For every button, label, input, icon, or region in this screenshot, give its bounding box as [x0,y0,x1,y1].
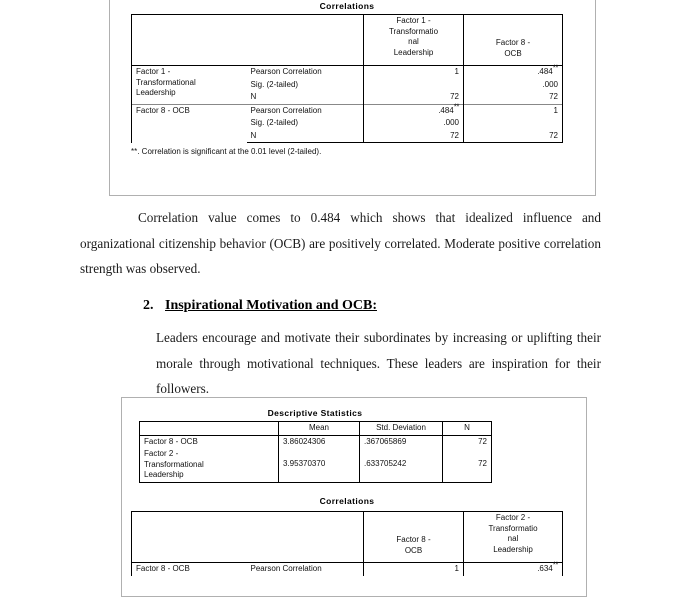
table-row [140,448,492,482]
header-line-2: OCB [504,48,522,58]
heading-inspirational-motivation [143,298,583,314]
table-title-correlations-2: Correlations [319,496,375,506]
stat-value-col2: .484** [464,66,563,79]
header-cell-blank-2 [247,512,364,563]
spss-output-frame-descriptive-2 [121,397,587,597]
cell-std-deviation: .367065869 [360,435,443,448]
significance-star: ** [552,560,558,570]
header-line-2: OCB [404,545,423,555]
row-label-factor8: Factor 8 - OCB [132,563,247,576]
table-title-descriptive: Descriptive Statistics [267,408,363,418]
header-line-1: Factor 1 - [396,16,431,25]
table-header-row [132,15,563,66]
header-line-3: nal [507,534,519,543]
stat-value-col2 [464,117,563,130]
stat-value-col2: .634** [464,563,563,576]
cell-mean: 3.86024306 [279,435,360,448]
stat-name: Sig. (2-tailed) [250,79,299,89]
header-line-1: Factor 8 - [396,535,431,544]
header-line-3: nal [408,37,419,46]
stat-value-col1: .000 [364,117,464,130]
table-descriptive-statistics [139,421,492,483]
header-cell-factor8 [464,15,563,66]
table-header-row [140,422,492,436]
significance-star: ** [453,101,459,111]
table-correlations-1 [131,14,563,143]
header-cell-factor8 [364,512,464,563]
table-header-row [132,512,563,563]
row-label-factor8 [140,435,279,448]
table-row [132,563,563,576]
table-row [140,435,492,448]
header-cell-blank-1 [132,15,247,66]
header-cell-n: N [443,422,492,436]
row-label-line-3: Leadership [144,470,184,479]
significance-star: ** [552,63,558,73]
list-number: 2. [143,298,154,313]
row-label-line-3: Leadership [136,88,176,97]
cell-std-deviation: .633705242 [360,448,443,482]
stat-value-col1: 72 [364,91,464,104]
header-cell-factor1 [364,15,464,66]
header-line-1: Factor 8 - [495,38,531,47]
header-line-2: Transformatio [388,26,439,36]
row-label-line-1: Factor 1 - [136,67,171,76]
header-cell-std-deviation: Std. Deviation [360,422,443,436]
row-label-line-1: Factor 8 - OCB [144,436,198,446]
row-label-line-2: Transformational [136,77,196,87]
paragraph-correlation-result: Correlation value comes to 0.484 which shows that idealized influence and organizational citizenship behavior (OCB) are positively correlated. Moderate positive correlation strength was observed. [80,210,601,276]
stat-value-col1: 1 [364,563,464,576]
row-label-factor2 [140,448,279,482]
table-footnote-significance: **. Correlation is significant at the 0.01 level (2-tailed). [131,147,322,156]
header-line-4: Leadership [393,47,434,57]
header-line-1: Factor 2 - [495,513,531,522]
cell-mean: 3.95370370 [279,448,360,482]
stat-value-col2: 72 [464,130,563,143]
row-label-factor1 [132,66,247,105]
header-cell-blank-1 [132,512,247,563]
header-cell-factor2 [464,512,563,563]
header-line-2: Transformatio [488,523,538,533]
row-label-line-1: Factor 8 - OCB [136,105,190,115]
stat-value-col2: 1 [464,104,563,117]
stat-name: Pearson Correlation [250,67,322,76]
table-correlations-2 [131,511,563,576]
stat-value-col2: 72 [464,91,563,104]
header-line-4: Leadership [493,544,533,554]
header-cell-blank [140,422,279,436]
stat-value-col1: 72 [364,130,464,143]
stat-name: Pearson Correlation [247,104,364,117]
table-row [132,104,563,117]
stat-name: Pearson Correlation [250,564,322,573]
stat-value-col1: .484** [364,104,464,117]
paragraph-leaders-description: Leaders encourage and motivate their subordinates by increasing or uplifting their morale through motivational techniques. These leaders are inspiration for their followers. [156,330,601,396]
cell-n: 72 [443,448,492,482]
spss-output-frame-correlations-1 [109,0,596,196]
cell-n: 72 [443,435,492,448]
stat-name: Sig. (2-tailed) [250,118,299,127]
table-row [132,66,563,79]
stat-name: N [247,130,364,143]
heading-text: Inspirational Motivation and OCB: [165,298,377,313]
row-label-line-2: Transformational [144,459,204,469]
stat-value-col1: 1 [364,66,464,79]
header-cell-blank-2 [247,15,364,66]
row-label-line-1: Factor 2 - [144,449,179,458]
table-title-correlations-1: Correlations [319,1,375,11]
row-label-factor8 [132,104,247,143]
stat-value-col2: .000 [464,79,563,92]
stat-name: N [250,92,257,101]
header-cell-mean: Mean [279,422,360,436]
stat-value-col1 [364,79,464,92]
